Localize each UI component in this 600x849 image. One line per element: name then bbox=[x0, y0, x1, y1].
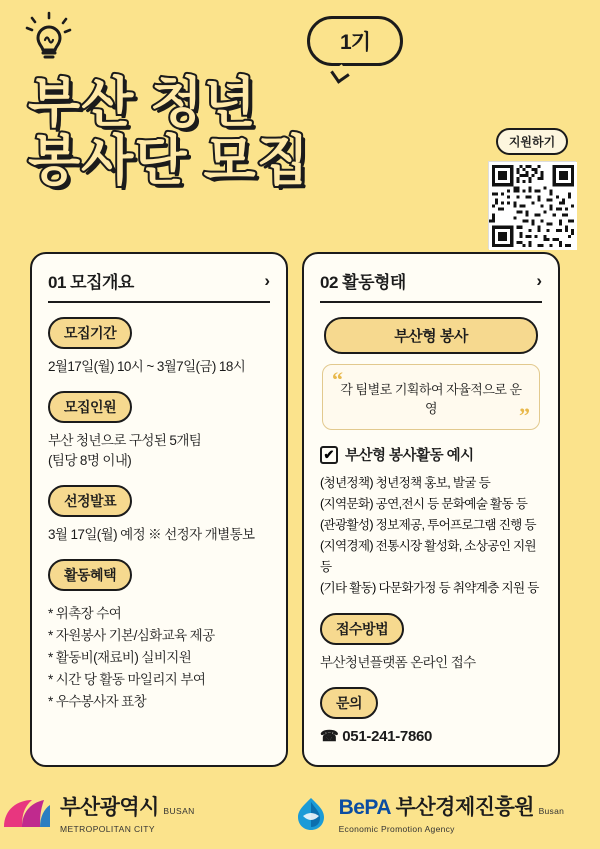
list-item: * 우수봉사자 표창 bbox=[48, 694, 147, 709]
section-contact-pill: 문의 bbox=[320, 687, 378, 719]
card1-number: 01 bbox=[48, 273, 66, 292]
examples-heading-label: 부산형 봉사활동 예시 bbox=[345, 448, 474, 464]
section-period-pill: 모집기간 bbox=[48, 317, 132, 349]
content-cards bbox=[0, 252, 600, 767]
title-line-2: 봉사단 모집 bbox=[28, 131, 310, 191]
card2-title bbox=[320, 268, 406, 293]
benefits-list bbox=[48, 603, 270, 713]
card2-number: 02 bbox=[320, 273, 338, 292]
bepa-mark-icon bbox=[291, 796, 331, 839]
card-recruitment-overview bbox=[30, 252, 288, 767]
section-benefits-pill: 활동혜택 bbox=[48, 559, 132, 591]
section-headcount-line-2: (팀당 8명 이내) bbox=[48, 453, 132, 468]
section-headcount-pill: 모집인원 bbox=[48, 391, 132, 423]
section-announcement-pill: 선정발표 bbox=[48, 485, 132, 517]
bepa-name-ko-text: 부산경제진흥원 bbox=[395, 796, 535, 819]
section-period bbox=[48, 303, 270, 377]
section-contact bbox=[320, 673, 542, 747]
quote-text: 각 팀별로 기획하여 자율적으로 운영 bbox=[340, 382, 522, 416]
qr-block bbox=[486, 128, 578, 249]
chevron-right-icon[interactable]: › bbox=[536, 271, 542, 290]
logo-bepa bbox=[291, 796, 600, 839]
contact-phone: ☎ 051-241-7860 bbox=[320, 728, 433, 745]
card-activity-type bbox=[302, 252, 560, 767]
busan-city-name-en: BUSAN METROPOLITAN CITY bbox=[60, 806, 195, 834]
busan-volunteer-banner: 부산형 봉사 bbox=[324, 317, 538, 354]
busan-city-name-ko: 부산광역시 bbox=[60, 796, 159, 819]
section-announcement-line-1: 3월 17일(월) 예정 ※ 선정자 개별통보 bbox=[48, 527, 255, 542]
title-line-1: 부산 청년 bbox=[28, 73, 257, 133]
qr-code-icon[interactable] bbox=[488, 161, 576, 249]
cohort-badge bbox=[307, 16, 403, 74]
section-apply-text: 부산청년플랫폼 온라인 접수 bbox=[320, 655, 476, 670]
cohort-badge-label: 1기 bbox=[307, 16, 403, 66]
card1-title bbox=[48, 268, 134, 293]
section-announcement bbox=[48, 471, 270, 545]
bepa-name-en: Busan Economic Promotion Agency bbox=[338, 806, 565, 834]
examples-list bbox=[320, 473, 542, 599]
list-item: (지역경제) 전통시장 활성화, 소상공인 지원 등 bbox=[320, 539, 536, 574]
section-headcount bbox=[48, 377, 270, 471]
card1-heading: 모집개요 bbox=[70, 273, 134, 292]
logo-busan-city bbox=[0, 797, 231, 838]
list-item: * 위촉장 수여 bbox=[48, 606, 122, 621]
section-period-line-1: 2월17일(월) 10시 ~ 3월7일(금) 18시 bbox=[48, 359, 246, 374]
busan-city-mark-icon bbox=[0, 797, 52, 838]
bepa-name-ko bbox=[339, 796, 535, 819]
quote-open-icon: “ bbox=[332, 367, 343, 392]
qr-label: 지원하기 bbox=[496, 128, 568, 155]
card2-heading: 활동형태 bbox=[342, 273, 406, 292]
bepa-abbr: BePA bbox=[338, 796, 391, 819]
list-item: (지역문화) 공연,전시 등 문화예술 활동 등 bbox=[320, 497, 528, 511]
lightbulb-icon bbox=[18, 10, 78, 70]
bubble-tail bbox=[330, 64, 349, 83]
footer-logos bbox=[0, 785, 600, 849]
chevron-right-icon[interactable]: › bbox=[264, 271, 270, 290]
list-item: (청년정책) 청년정책 홍보, 발굴 등 bbox=[320, 476, 491, 490]
page-title bbox=[28, 74, 310, 190]
list-item: * 시간 당 활동 마일리지 부여 bbox=[48, 672, 206, 687]
bepa-wordmark bbox=[339, 797, 600, 837]
list-item: * 자원봉사 기본/심화교육 제공 bbox=[48, 628, 215, 643]
section-benefits bbox=[48, 545, 270, 713]
section-headcount-line-1: 부산 청년으로 구성된 5개팀 bbox=[48, 433, 202, 448]
list-item: (관광활성) 정보제공, 투어프로그램 진행 등 bbox=[320, 518, 536, 532]
section-apply bbox=[320, 599, 542, 673]
check-icon: ✔ bbox=[320, 446, 338, 464]
quote-close-icon: ” bbox=[519, 403, 530, 428]
list-item: (기타 활동) 다문화가정 등 취약계층 지원 등 bbox=[320, 581, 539, 595]
section-apply-pill: 접수방법 bbox=[320, 613, 404, 645]
list-item: * 활동비(재료비) 실비지원 bbox=[48, 650, 192, 665]
card2-header bbox=[320, 268, 542, 303]
busan-city-wordmark bbox=[60, 797, 231, 837]
poster-header bbox=[0, 0, 600, 246]
quote-box bbox=[322, 364, 540, 430]
examples-heading bbox=[320, 444, 542, 465]
card1-header bbox=[48, 268, 270, 303]
